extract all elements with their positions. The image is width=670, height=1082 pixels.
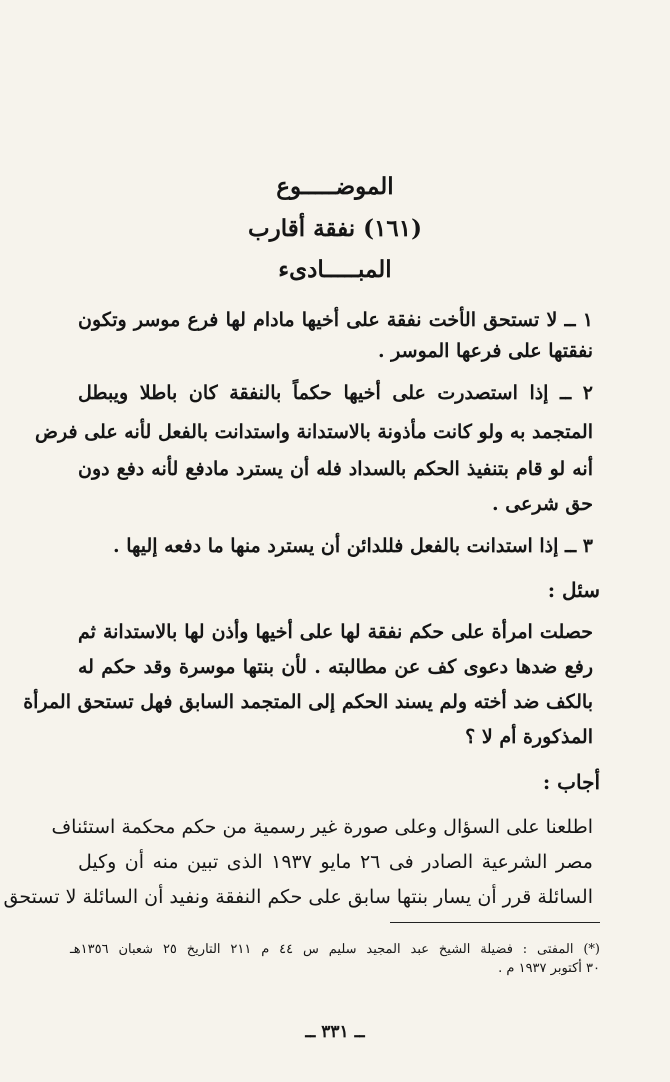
principle-3-line-1: ٣ ــ إذا استدانت بالفعل فللدائن أن يسترد منها ما دفعه إليها . — [112, 535, 593, 557]
answer-line-2: مصر الشرعية الصادر فى ٢٦ مايو ١٩٣٧ الذى تبين منه أن وكيل — [78, 851, 593, 873]
question-line-4: المذكورة أم لا ؟ — [465, 726, 593, 748]
footnote-line-1: (*) المفتى : فضيلة الشيخ عبد المجيد سليم س ٤٤ م ٢١١ التاريخ ٢٥ شعبان ١٣٥٦هـ — [70, 942, 600, 957]
subject-heading: الموضـــــوع — [276, 173, 394, 200]
answer-label: أجاب : — [542, 770, 600, 794]
principle-2-line-4: حق شرعى . — [491, 493, 593, 515]
question-line-1: حصلت امرأة على حكم نفقة لها على أخيها وأذن لها بالاستدانة ثم — [78, 621, 593, 643]
principle-2-line-3: أنه لو قام بتنفيذ الحكم بالسداد فله أن يسترد مادفع لأنه دفع دون — [78, 458, 593, 480]
question-label: سئل : — [547, 578, 600, 602]
principle-2-line-1: ٢ ــ إذا استصدرت على أخيها حكماً بالنفقة كان باطلا ويبطل — [78, 382, 593, 404]
footnote-separator — [390, 922, 600, 923]
footnote-line-2: ٣٠ أكتوبر ١٩٣٧ م . — [498, 961, 600, 976]
fatwa-title: (١٦١) نفقة أقارب — [247, 215, 422, 242]
principles-heading: المبـــــادىء — [278, 256, 392, 283]
answer-line-3: السائلة قرر أن يسار بنتها سابق على حكم النفقة ونفيد أن السائلة لا تستحق — [3, 886, 593, 908]
principle-1-line-1: ١ ــ لا تستحق الأخت نفقة على أخيها مادام لها فرع موسر وتكون — [78, 309, 593, 331]
principle-2-line-2: المتجمد به ولو كانت مأذونة بالاستدانة واستدانت بالفعل لأنه على فرض — [35, 421, 593, 443]
question-line-3: بالكف ضد أخته ولم يسند الحكم إلى المتجمد السابق فهل تستحق المرأة — [23, 691, 593, 713]
principle-1-line-2: نفقتها على فرعها الموسر . — [377, 340, 593, 362]
page-number: ــ ٣٣١ ــ — [305, 1022, 365, 1042]
answer-line-1: اطلعنا على السؤال وعلى صورة غير رسمية من حكم محكمة استئناف — [51, 816, 593, 838]
question-line-2: رفع ضدها دعوى كف عن مطالبته . لأن بنتها موسرة وقد حكم له — [78, 656, 593, 678]
